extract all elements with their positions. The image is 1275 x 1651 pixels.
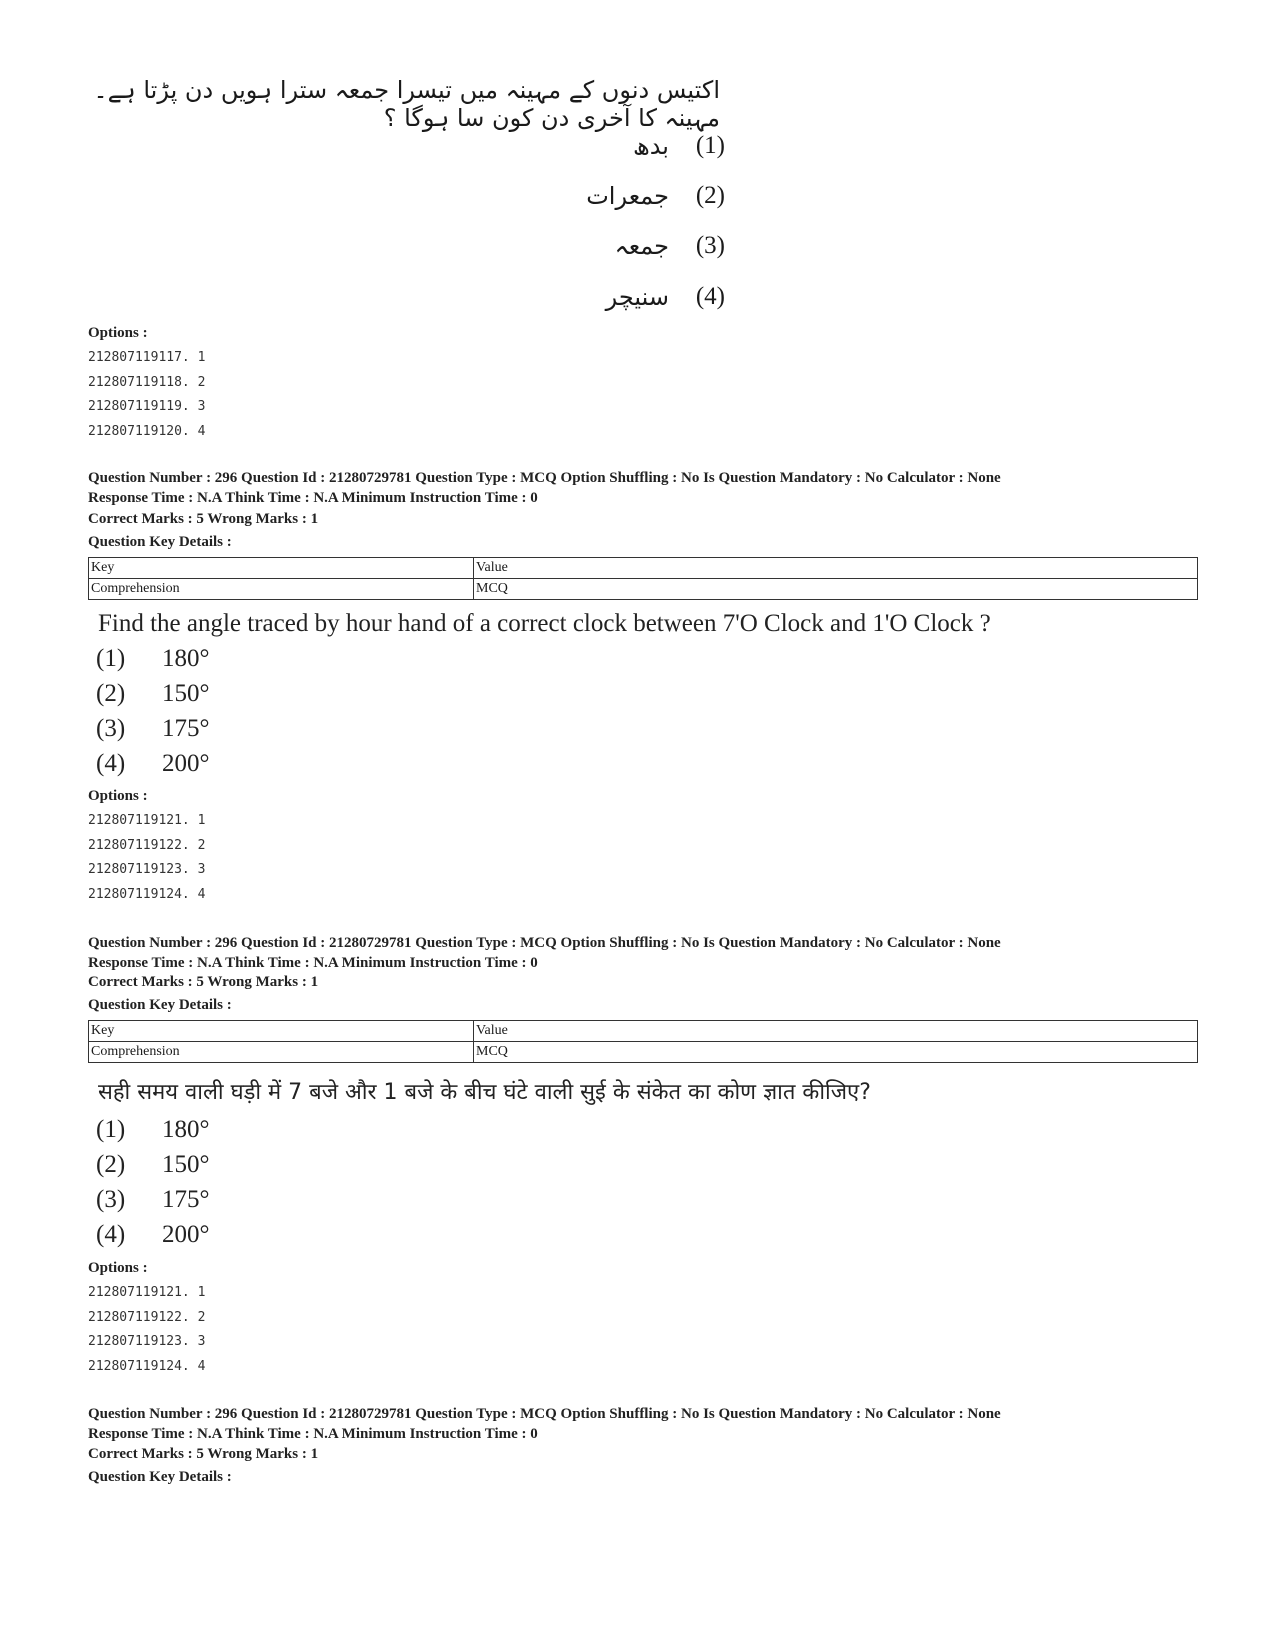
marks-line: Correct Marks : 5 Wrong Marks : 1 xyxy=(88,974,319,990)
question-text: Find the angle traced by hour hand of a correct clock between 7'O Clock and 1'O Clock ? xyxy=(98,610,991,637)
key-details-label: Question Key Details : xyxy=(88,534,232,550)
urdu-option-1 xyxy=(585,126,725,166)
option-text: 150° xyxy=(162,680,210,707)
question-meta-line-2: Response Time : N.A Think Time : N.A Minimum Instruction Time : 0 xyxy=(88,490,538,506)
urdu-question-text: اکتیس دنوں کے مہینہ میں تیسرا جمعہ سترا ہویں دن پڑتا ہے۔ مہینہ کا آخری دن کون سا ہوگا ؟ xyxy=(93,76,720,132)
question-meta-line-2: Response Time : N.A Think Time : N.A Minimum Instruction Time : 0 xyxy=(88,955,538,971)
answer-option-2 xyxy=(96,1147,210,1183)
question-meta xyxy=(88,468,1198,508)
marks-line: Correct Marks : 5 Wrong Marks : 1 xyxy=(88,1446,319,1462)
option-text: 175° xyxy=(162,1186,210,1213)
option-id-list xyxy=(88,809,205,907)
option-text: بدھ xyxy=(632,132,669,160)
table-cell-value: MCQ xyxy=(474,579,1198,600)
table-cell-key: Comprehension xyxy=(89,1042,474,1063)
option-text: سنیچر xyxy=(605,283,669,311)
option-id: 212807119120. 4 xyxy=(88,423,206,439)
option-id: 212807119121. 1 xyxy=(88,813,206,828)
option-number: (3) xyxy=(96,1186,126,1213)
answer-option-3 xyxy=(96,711,210,747)
option-number: (4) xyxy=(695,283,725,310)
key-details-label: Question Key Details : xyxy=(88,1469,232,1485)
option-id: 212807119119. 3 xyxy=(88,399,206,414)
option-number: (2) xyxy=(96,1151,126,1178)
question-meta-line-2: Response Time : N.A Think Time : N.A Minimum Instruction Time : 0 xyxy=(88,1426,538,1442)
table-header-row xyxy=(89,1021,1198,1042)
table-row xyxy=(89,579,1198,600)
table-cell-key: Comprehension xyxy=(89,579,474,600)
option-number: (4) xyxy=(96,1221,126,1248)
table-header-key: Key xyxy=(89,558,474,579)
table-header-key: Key xyxy=(89,1021,474,1042)
option-id: 212807119122. 2 xyxy=(88,837,206,853)
key-details-label: Question Key Details : xyxy=(88,997,232,1013)
option-text: 180° xyxy=(162,1116,210,1143)
marks-line: Correct Marks : 5 Wrong Marks : 1 xyxy=(88,511,319,527)
urdu-option-3 xyxy=(585,226,725,266)
option-id: 212807119121. 1 xyxy=(88,1285,206,1300)
option-number: (3) xyxy=(695,232,725,259)
table-row xyxy=(89,1042,1198,1063)
answer-option-3 xyxy=(96,1182,210,1218)
option-id: 212807119117. 1 xyxy=(88,350,206,365)
option-number: (2) xyxy=(96,680,126,707)
table-cell-value: MCQ xyxy=(474,1042,1198,1063)
option-number: (1) xyxy=(695,132,725,159)
answer-option-4 xyxy=(96,746,210,782)
option-id: 212807119124. 4 xyxy=(88,886,206,902)
answer-option-1 xyxy=(96,641,210,677)
option-text: 150° xyxy=(162,1151,210,1178)
key-details-table xyxy=(88,557,1198,600)
question-meta-line-1: Question Number : 296 Question Id : 21280729781 Question Type : MCQ Option Shuffling : No Is Question Mandatory : No Calculator : None xyxy=(88,1406,1001,1422)
urdu-option-2 xyxy=(585,176,725,216)
key-details-table xyxy=(88,1020,1198,1063)
option-number: (3) xyxy=(96,715,126,742)
option-number: (1) xyxy=(96,1116,126,1143)
table-header-row xyxy=(89,558,1198,579)
option-id: 212807119118. 2 xyxy=(88,374,206,390)
answer-option-2 xyxy=(96,676,210,712)
urdu-option-4 xyxy=(585,277,725,317)
option-number: (1) xyxy=(96,645,126,672)
option-text: 180° xyxy=(162,645,210,672)
option-text: جمعرات xyxy=(586,182,669,210)
question-meta xyxy=(88,1404,1198,1444)
question-meta-line-1: Question Number : 296 Question Id : 21280729781 Question Type : MCQ Option Shuffling : No Is Question Mandatory : No Calculator : None xyxy=(88,935,1001,951)
question-meta xyxy=(88,933,1198,973)
option-number: (2) xyxy=(695,182,725,209)
question-meta-line-1: Question Number : 296 Question Id : 21280729781 Question Type : MCQ Option Shuffling : No Is Question Mandatory : No Calculator : None xyxy=(88,470,1001,486)
answer-option-4 xyxy=(96,1217,210,1253)
option-id: 212807119123. 3 xyxy=(88,1334,206,1349)
option-number: (4) xyxy=(96,750,126,777)
answer-option-1 xyxy=(96,1112,210,1148)
option-id: 212807119122. 2 xyxy=(88,1309,206,1325)
option-text: 200° xyxy=(162,1221,210,1248)
question-text: सही समय वाली घड़ी में 7 बजे और 1 बजे के बीच घंटे वाली सुई के संकेत का कोण ज्ञात कीजिए? xyxy=(98,1080,871,1105)
table-header-value: Value xyxy=(474,1021,1198,1042)
option-text: 200° xyxy=(162,750,210,777)
option-id-list xyxy=(88,1281,205,1379)
option-id-list xyxy=(88,346,205,444)
options-label: Options : xyxy=(88,788,148,804)
option-text: 175° xyxy=(162,715,210,742)
options-label: Options : xyxy=(88,325,148,341)
option-text: جمعہ xyxy=(614,232,669,260)
option-id: 212807119124. 4 xyxy=(88,1358,206,1374)
options-label: Options : xyxy=(88,1260,148,1276)
table-header-value: Value xyxy=(474,558,1198,579)
option-id: 212807119123. 3 xyxy=(88,862,206,877)
